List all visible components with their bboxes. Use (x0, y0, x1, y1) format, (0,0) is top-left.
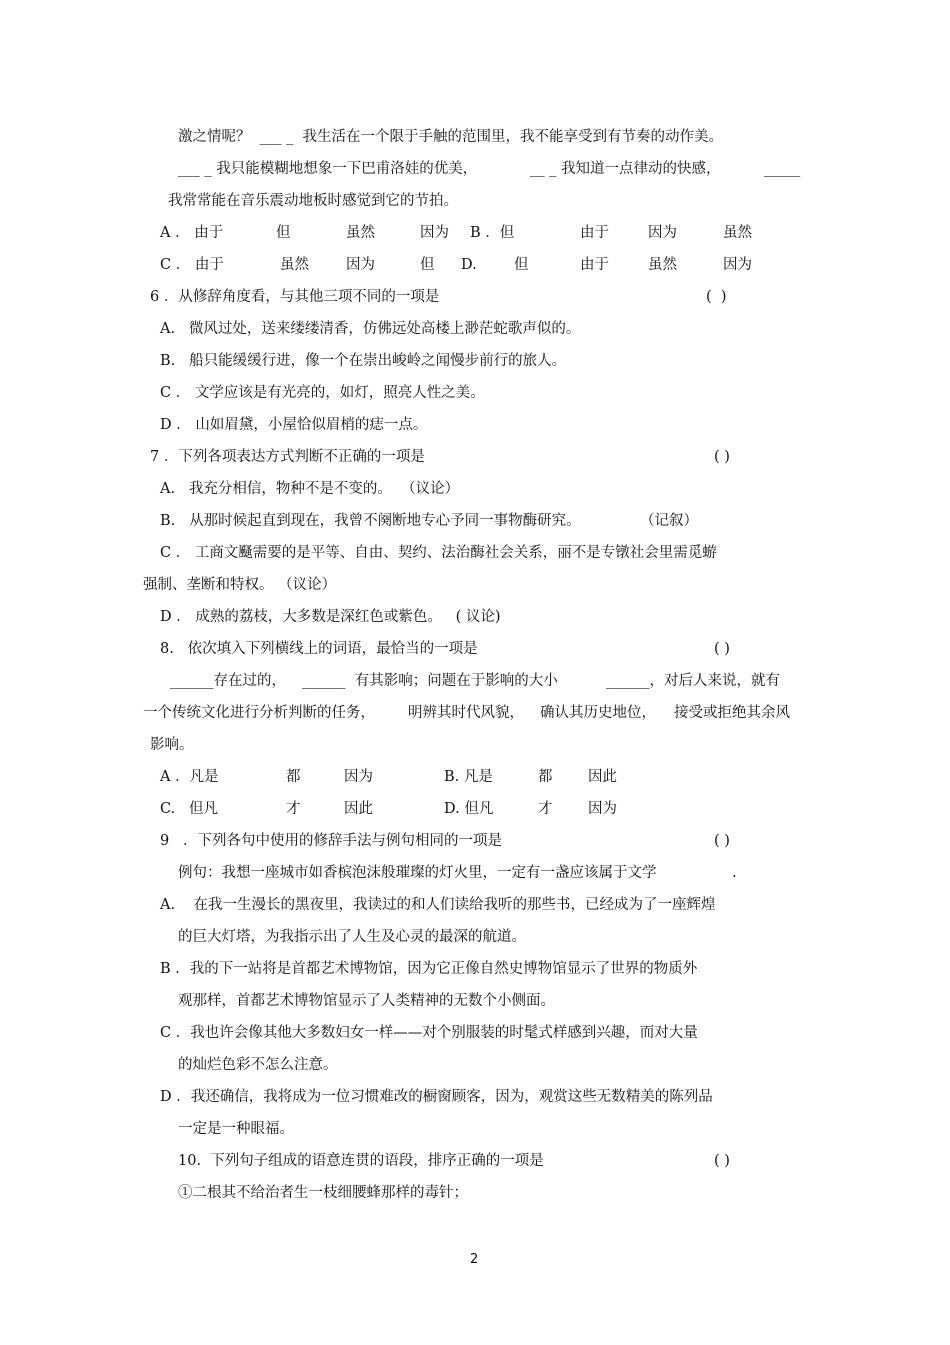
option-b-cont: 观那样，首都艺术博物馆显示了人类精神的无数个小侧面。 (178, 993, 555, 1009)
option-d: D. 但凡 (444, 801, 494, 817)
option-word: 但 (514, 257, 529, 273)
option-note: （记叙） (640, 513, 698, 529)
question-7: 7 ．下列各项表达方式判断不正确的一项是 (150, 449, 425, 465)
option-b: B. 船只能缓缓行进，像一个在崇出峻岭之闻慢步前行的旅人。 (160, 353, 567, 369)
option-d: D. (461, 257, 477, 273)
blank-line: _____ (764, 161, 801, 177)
text-line: 接受或拒绝其余风 (674, 705, 790, 721)
option-b: B ．我的下一站将是首都艺术博物馆，因为它正像自然史博物馆显示了世界的物质外 (160, 961, 698, 977)
text-line: ______ 有其影响；问题在于影响的大小 (302, 673, 558, 689)
text-line: 激之情呢？ ___ _ 我生活在一个限于手触的范围里，我不能享受到有节奏的动作美。 (178, 129, 724, 145)
option-word: 由于 (580, 257, 609, 273)
option-c: C ． 文学应该是有光亮的，如灯，照亮人性之美。 (160, 385, 485, 401)
text-line: 影响。 (150, 737, 194, 753)
option-a: A ．凡是 (160, 769, 219, 785)
option-word: 因为 (648, 225, 677, 241)
text-line: ___ _ 我只能模糊地想象一下巴甫洛娃的优美， (178, 161, 478, 177)
page-number: 2 (470, 1252, 479, 1267)
option-word: 因为 (588, 801, 617, 817)
option-word: 但 (420, 257, 435, 273)
option-d: D ． 山如眉黛，小屋恰似眉梢的痣一点。 (160, 417, 428, 433)
option-a-cont: 的巨大灯塔，为我指示出了人生及心灵的最深的航道。 (178, 929, 526, 945)
option-word: 才 (538, 801, 553, 817)
option-d: D ．我还确信，我将成为一位习惯难改的橱窗顾客，因为，观赏这些无数精美的陈列品 (160, 1089, 713, 1105)
option-a: A. 在我一生漫长的黑夜里，我读过的和人们读给我听的那些书，已经成为了一座辉煌 (160, 897, 716, 913)
answer-paren: ( ) (706, 289, 727, 305)
option-b: B. 从那时候起直到现在，我曾不阕断地专心予同一事物酶研究。 (160, 513, 581, 529)
option-c: C ． 由于 (160, 257, 224, 273)
text-line: 我常常能在音乐震动地板时感觉到它的节拍。 (168, 193, 458, 209)
option-a: A. 我充分相信，物种不是不变的。 （议论） (160, 481, 460, 497)
question-9: 9 ．下列各句中使用的修辞手法与例句相同的一项是 (160, 833, 503, 849)
option-word: 虽然 (280, 257, 309, 273)
option-a: A ． 由于 (160, 225, 224, 241)
text-line: 确认其历史地位， (540, 705, 656, 721)
answer-paren: ( ) (714, 833, 730, 849)
sentence-1: ①二根其不给治者生一枝细腰蜂那样的毒针； (178, 1185, 468, 1201)
option-c-cont: 的灿烂色彩不怎么注意。 (178, 1057, 338, 1073)
answer-paren: ( ) (714, 449, 730, 465)
option-word: 都 (538, 769, 553, 785)
option-word: 才 (286, 801, 301, 817)
text-line: 一个传统文化进行分析判断的任务， (143, 705, 375, 721)
option-word: 都 (286, 769, 301, 785)
option-word: 由于 (580, 225, 609, 241)
option-word: 但 (276, 225, 291, 241)
text-line: ______存在过的， (170, 673, 286, 689)
text-line: __ _ 我知道一点律动的快感， (530, 161, 721, 177)
question-6: 6 ．从修辞角度看，与其他三项不同的一项是 (150, 289, 440, 305)
option-word: 因为 (420, 225, 449, 241)
option-c: C. 但凡 (160, 801, 219, 817)
option-d: D ． 成熟的荔枝，大多数是深红色或紫色。 ( 议论) (160, 609, 501, 625)
option-c: C ．我也许会像其他大多数妇女一样——对个别服装的时髦式样感到兴趣，而对大量 (160, 1025, 698, 1041)
option-word: 因为 (346, 257, 375, 273)
option-word: 因此 (588, 769, 617, 785)
text-line: ______，对后人来说，就有 (606, 673, 780, 689)
question-10: 10. 下列句子组成的语意连贯的语段，排序正确的一项是 (178, 1153, 544, 1169)
question-8: 8. 依次填入下列横线上的词语，最恰当的一项是 (160, 641, 478, 657)
option-c-cont: 强制、垄断和特权。 （议论） (143, 577, 337, 593)
option-word: 因为 (344, 769, 373, 785)
answer-paren: ( ) (714, 1153, 730, 1169)
option-b: B ．但 (470, 225, 515, 241)
option-d-cont: 一定是一种眼福。 (178, 1121, 294, 1137)
option-word: 虽然 (648, 257, 677, 273)
option-b: B. 凡是 (444, 769, 493, 785)
example-period: . (732, 865, 737, 881)
option-word: 因为 (723, 257, 752, 273)
option-word: 因此 (344, 801, 373, 817)
text-line: 明辨其时代风貌， (408, 705, 524, 721)
answer-paren: ( ) (714, 641, 730, 657)
example-sentence: 例句：我想一座城市如香槟泡沫般璀璨的灯火里，一定有一盏应该属于文学 (178, 865, 657, 881)
option-word: 虽然 (346, 225, 375, 241)
option-a: A. 微风过处，送来缕缕清香，仿佛远处高楼上渺茫蛇歌声似的。 (160, 321, 581, 337)
option-word: 虽然 (723, 225, 752, 241)
option-c: C ． 工商文颾需要的是平等、自由、契约、法治酶社会关系，丽不是专镦社会里需觅蝣 (160, 545, 717, 561)
